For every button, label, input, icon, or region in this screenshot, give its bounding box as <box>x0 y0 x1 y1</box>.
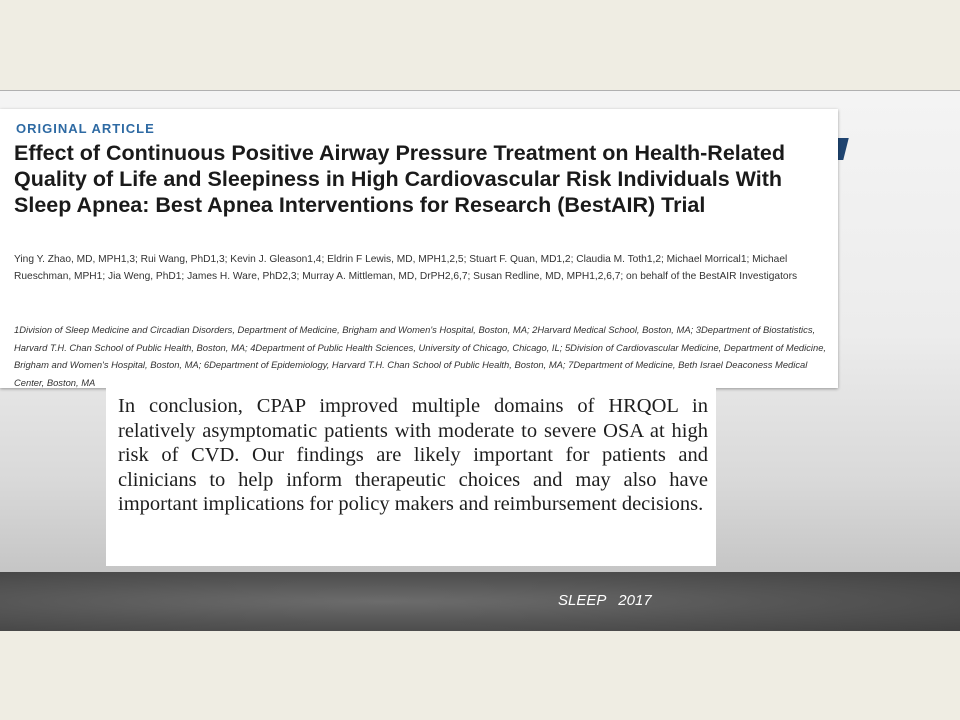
journal-citation: SLEEP 2017 <box>558 592 652 609</box>
author-list: Ying Y. Zhao, MD, MPH1,3; Rui Wang, PhD1,3; Kevin J. Gleason1,4; Eldrin F Lewis, MD, MPH1,2,5; Stuart F. Quan, MD1,2; Claudia M. Toth1,2; Michael Morrical1; Michael Rueschman, MPH1; Jia Weng, PhD1; James H. Ware, PhD2,3; Murray A. Mittleman, MD, DrPH2,6,7; Susan Redline, MD, MPH1,2,6,7; on behalf of the BestAIR Investigators <box>14 254 798 282</box>
article-title: Effect of Continuous Positive Airway Pressure Treatment on Health-Related Quality of Life and Sleepiness in High Cardiovascular Risk Individuals With Sleep Apnea: Best Apnea Interventions for Research (BestAIR) Trial <box>14 141 785 217</box>
conclusion-excerpt: In conclusion, CPAP improved multiple domains of HRQOL in relatively asymptomatic patients with moderate to severe OSA at high risk of CVD. Our findings are likely important for patients and clinicians to help inform therapeutic choices and may also have important implications for policy makers and reimbursement decisions. <box>118 395 708 515</box>
article-type-label: ORIGINAL ARTICLE <box>16 121 155 136</box>
article-header-card <box>0 109 838 388</box>
conclusion-excerpt-box <box>106 384 716 566</box>
affiliation-list: 1Division of Sleep Medicine and Circadian Disorders, Department of Medicine, Brigham and Women's Hospital, Boston, MA; 2Harvard Medical School, Boston, MA; 3Department of Biostatistics, Harvard T.H. Chan School of Public Health, Boston, MA; 4Department of Public Health Sciences, University of Chicago, Chicago, IL; 5Division of Cardiovascular Medicine, Department of Medicine, Brigham and Women's Hospital, Boston, MA; 6Department of Epidemiology, Harvard T.H. Chan School of Public Health, Boston, MA; 7Department of Medicine, Beth Israel Deaconess Medical Center, Boston, MA <box>14 324 827 388</box>
slide <box>0 90 960 631</box>
slide-footer-band <box>0 572 960 631</box>
